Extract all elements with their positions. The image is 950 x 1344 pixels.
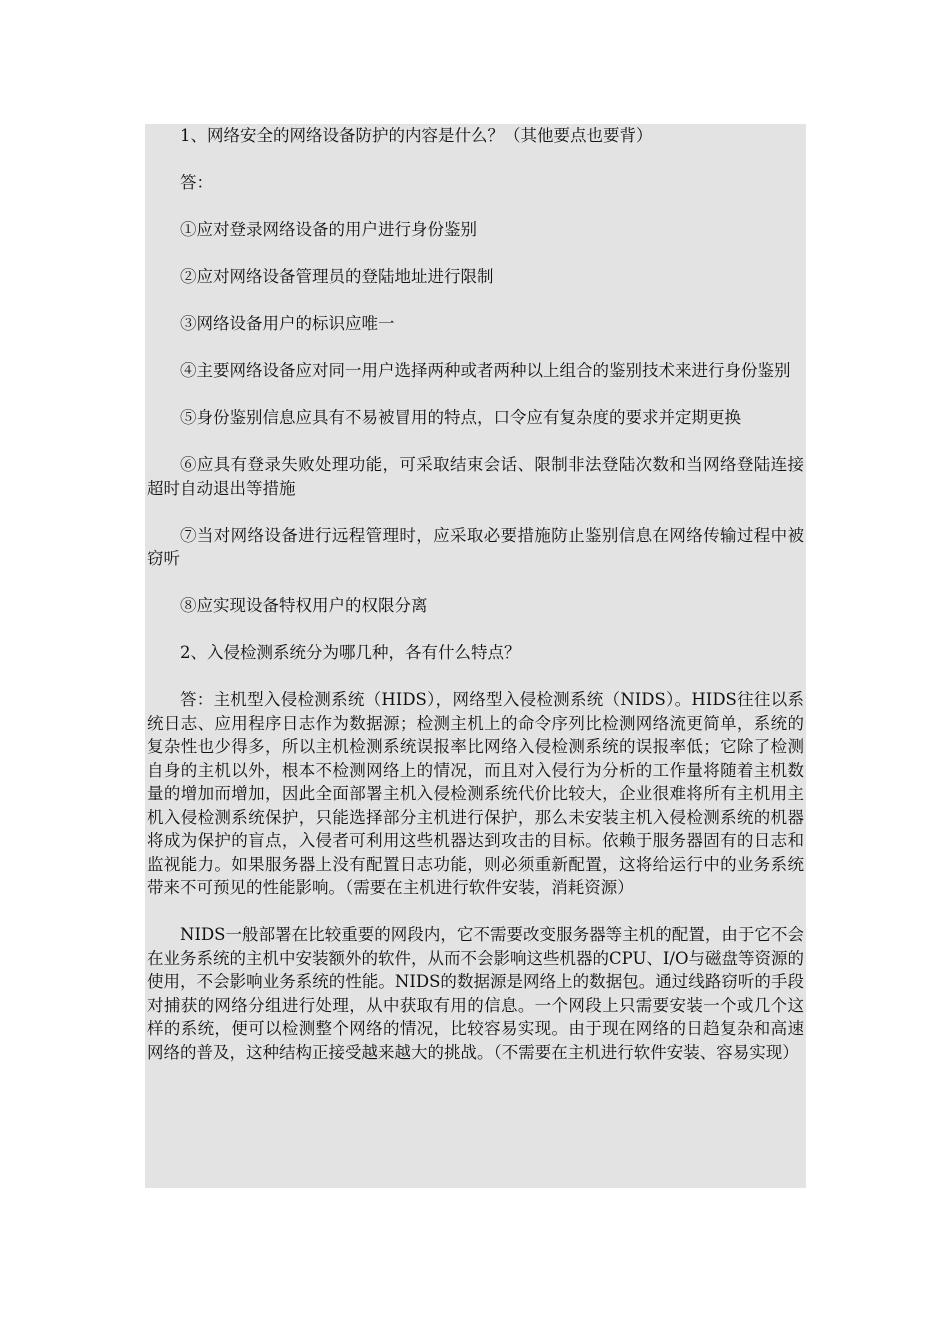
answer-item-5: ⑤身份鉴别信息应具有不易被冒用的特点，口令应有复杂度的要求并定期更换 bbox=[180, 408, 741, 427]
question-2: 2、入侵检测系统分为哪几种，各有什么特点？ bbox=[180, 643, 521, 662]
answer-item-3: ③网络设备用户的标识应唯一 bbox=[180, 314, 395, 333]
answer-item-4: ④主要网络设备应对同一用户选择两种或者两种以上组合的鉴别技术来进行身份鉴别 bbox=[180, 361, 791, 380]
question-1: 1、网络安全的网络设备防护的内容是什么？（其他要点也要背） bbox=[180, 126, 653, 145]
answer-item-6: ⑥应具有登录失败处理功能，可采取结束会话、限制非法登陆次数和当网络登陆连接超时自动退出等措施 bbox=[147, 455, 804, 498]
answer-item-2: ②应对网络设备管理员的登陆地址进行限制 bbox=[180, 267, 494, 286]
document-body bbox=[145, 124, 806, 1188]
answer-nids: NIDS一般部署在比较重要的网段内，它不需要改变服务器等主机的配置，由于它不会在业务系统的主机中安装额外的软件，从而不会影响这些机器的CPU、I/O与磁盘等资源的使用，不会影响业务系统的性能。NIDS的数据源是网络上的数据包。通过线路窃听的手段对捕获的网络分组进行处理，从中获取有用的信息。一个网段上只需要安装一个或几个这样的系统，便可以检测整个网络的情况，比较容易实现。由于现在网络的日趋复杂和高速网络的普及，这种结构正接受越来越大的挑战。（不需要在主机进行软件安装、容易实现） bbox=[147, 925, 804, 1062]
answer-label-1: 答： bbox=[180, 173, 213, 192]
answer-hids: 答：主机型入侵检测系统（HIDS），网络型入侵检测系统（NIDS）。HIDS往往以系统日志、应用程序日志作为数据源；检测主机上的命令序列比检测网络流更简单，系统的复杂性也少得多，所以主机检测系统误报率比网络入侵检测系统的误报率低；它除了检测自身的主机以外，根本不检测网络上的情况，而且对入侵行为分析的工作量将随着主机数量的增加而增加，因此全面部署主机入侵检测系统代价比较大，企业很难将所有主机用主机入侵检测系统保护，只能选择部分主机进行保护，那么未安装主机入侵检测系统的机器将成为保护的盲点，入侵者可利用这些机器达到攻击的目标。依赖于服务器固有的日志和监视能力。如果服务器上没有配置日志功能，则必须重新配置，这将给运行中的业务系统带来不可预见的性能影响。（需要在主机进行软件安装，消耗资源） bbox=[147, 690, 804, 897]
answer-item-8: ⑧应实现设备特权用户的权限分离 bbox=[180, 596, 428, 615]
answer-item-7: ⑦当对网络设备进行远程管理时，应采取必要措施防止鉴别信息在网络传输过程中被窃听 bbox=[147, 525, 804, 568]
answer-item-1: ①应对登录网络设备的用户进行身份鉴别 bbox=[180, 220, 477, 239]
